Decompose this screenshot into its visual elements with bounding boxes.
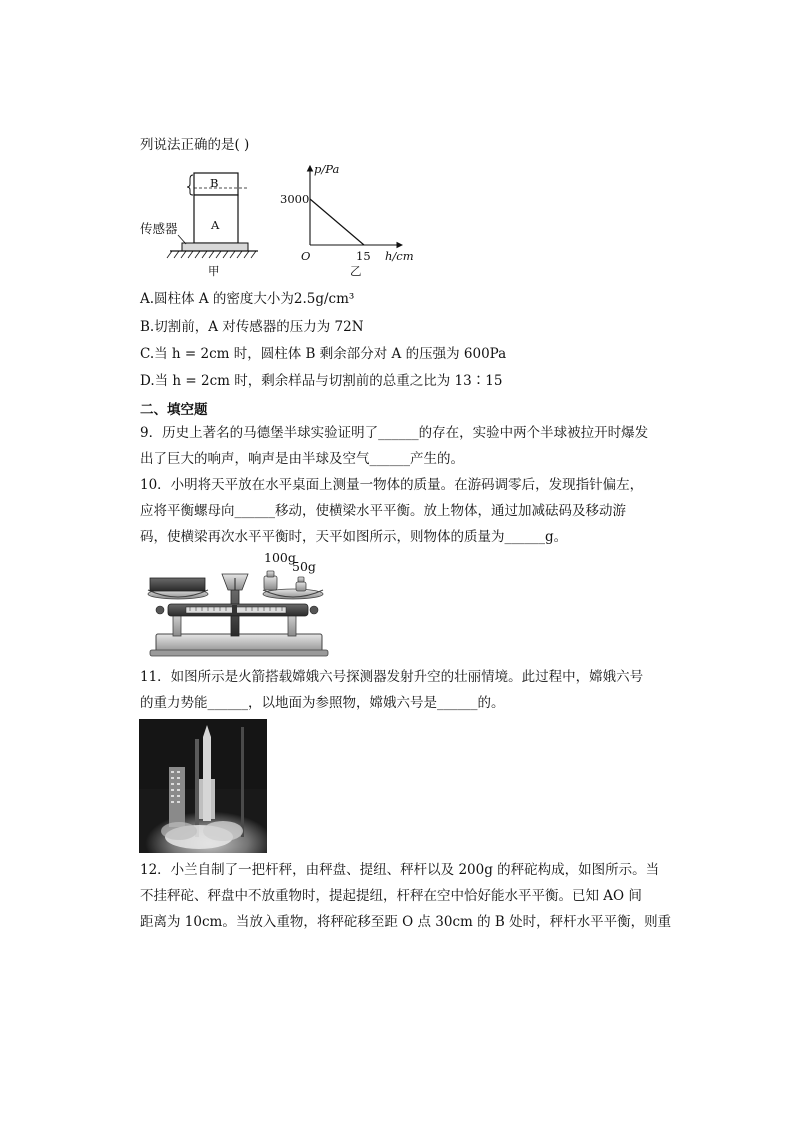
figure-jia-caption: 甲: [208, 264, 220, 278]
rocket-photo-drawing: [139, 719, 267, 853]
sensor-plate: [182, 243, 248, 251]
question-8-stem-tail: 列说法正确的是( ): [140, 137, 250, 153]
question-11-line-2: 的重力势能______，以地面为参照物，嫦娥六号是______的。: [140, 695, 505, 711]
figure-yi-caption: 乙: [350, 264, 362, 278]
question-12-line-3: 距离为 10cm。当放入重物，将秤砣移至距 O 点 30cm 的 B 处时，秤杆水平平衡，则重: [140, 914, 672, 930]
sensor-label: 传感器: [140, 221, 178, 236]
question-10-line-2: 应将平衡螺母向______移动，使横梁水平平衡。放上物体，通过加减砝码及移动游: [140, 503, 626, 519]
question-10-line-1: 10．小明将天平放在水平桌面上测量一物体的质量。在游码调零后，发现指针偏左，: [140, 477, 644, 493]
question-11-line-1: 11．如图所示是火箭搭载嫦娥六号探测器发射升空的壮丽情境。此过程中，嫦娥六号: [140, 669, 644, 685]
weight-100g: [264, 576, 277, 590]
question-9-line-2: 出了巨大的响声，响声是由半球及空气______产生的。: [140, 451, 464, 467]
option-c: C.当 h = 2cm 时，圆柱体 B 剩余部分对 A 的压强为 600Pa: [140, 346, 507, 362]
x-tick-label: 15: [356, 249, 371, 263]
figure-jia: [140, 165, 270, 280]
option-d: D.当 h = 2cm 时，剩余样品与切割前的总重之比为 13∶15: [140, 373, 503, 389]
y-axis-label: p/Pa: [314, 162, 340, 176]
question-12-line-2: 不挂秤砣、秤盘中不放重物时，提起提纽，杆秤在空中恰好能水平平衡。已知 AO 间: [140, 888, 642, 904]
option-a: A.圆柱体 A 的密度大小为2.5g/cm³: [140, 291, 355, 307]
graph-line: [310, 199, 364, 245]
object-block: [150, 578, 205, 591]
weight-100g-label: 100g: [264, 550, 296, 565]
weight-50g: [296, 582, 306, 591]
block-b-label: B: [210, 176, 219, 190]
rocket-launch-photo: [139, 719, 267, 853]
question-12-line-1: 12．小兰自制了一把杆秤，由秤盘、提纽、秤杆以及 200g 的秤砣构成，如图所示。当: [140, 862, 660, 878]
question-9-line-1: 9．历史上著名的马德堡半球实验证明了______的存在，实验中两个半球被拉开时爆发: [140, 425, 649, 441]
figure-yi: [280, 160, 420, 280]
y-tick-label: 3000: [280, 192, 310, 206]
weight-50g-label: 50g: [292, 559, 316, 574]
x-axis-label: h/cm: [385, 249, 414, 263]
balance-figure: [138, 550, 338, 660]
section-title: 二、填空题: [140, 402, 208, 418]
question-10-line-3: 码，使横梁再次水平平衡时，天平如图所示，则物体的质量为______g。: [140, 529, 568, 545]
origin-label: O: [301, 249, 311, 263]
option-b: B.切割前，A 对传感器的压力为 72N: [140, 319, 364, 335]
block-a-label: A: [211, 218, 220, 232]
